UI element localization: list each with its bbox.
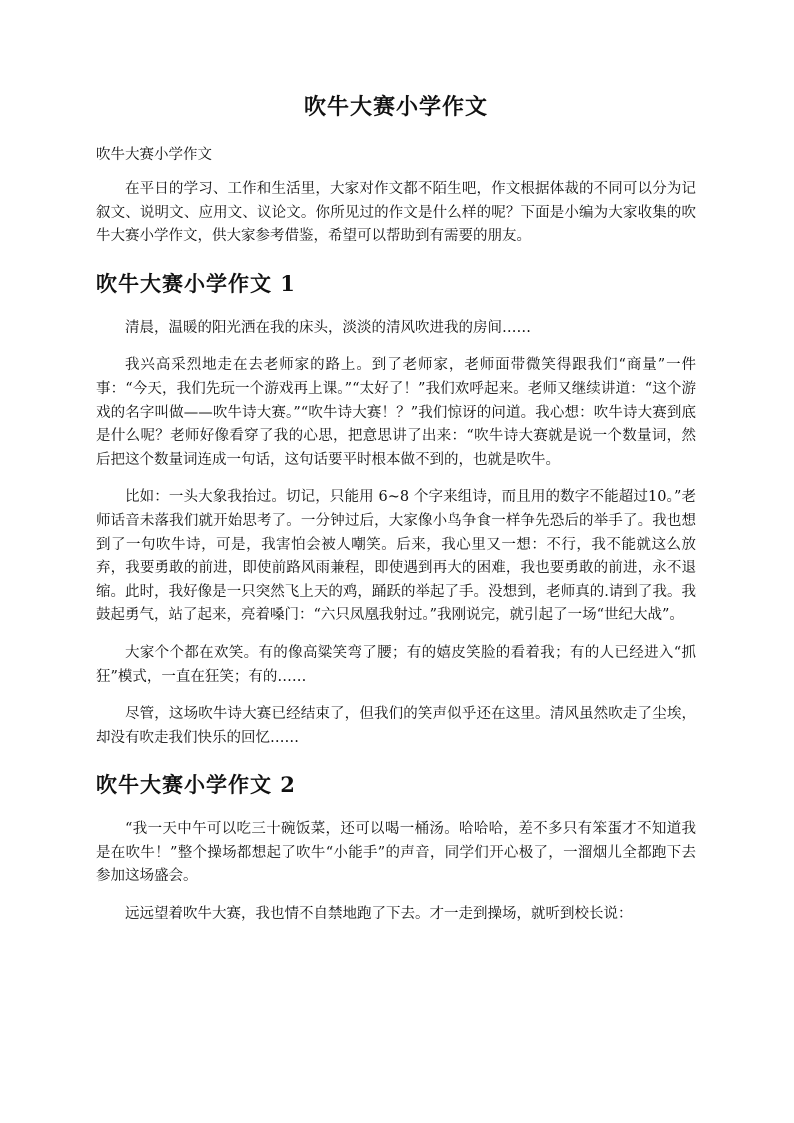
section-1-paragraph-1: 清晨，温暖的阳光洒在我的床头，淡淡的清风吹进我的房间……: [125, 319, 531, 336]
section-2-paragraph-1: “我一天中午可以吃三十碗饭菜，还可以喝一桶汤。哈哈哈，差不多只有笨蛋才不知道我是在吹牛！”整个操场都想起了吹牛“小能手”的声音，同学们开心极了，一溜烟儿全都跑下去参加这场盛会。: [96, 821, 696, 885]
section-1-paragraph-3: 比如：一头大象我抬过。切记，只能用 6~8 个字来组诗，而且用的数字不能超过10。”老师话音未落我们就开始思考了。一分钟过后，大家像小鸟争食一样争先恐后的举手了。我也想到了一句吹牛诗，可是，我害怕会被人嘲笑。后来，我心里又一想：不行，我不能就这么放弃，我要勇敢的前进，即使前路风雨兼程，即使遇到再大的困难，我也要勇敢的前进，永不退缩。此时，我好像是一只突然飞上天的鸡，踊跃的举起了手。没想到，老师真的.请到了我。我鼓起勇气，站了起来，亮着嗓门：“六只凤凰我射过。”我刚说完，就引起了一场“世纪大战”。: [96, 489, 696, 624]
section-1-heading: 吹牛大赛小学作文 1: [96, 270, 296, 296]
intro-paragraph: 在平日的学习、工作和生活里，大家对作文都不陌生吧，作文根据体裁的不同可以分为记叙文、说明文、应用文、议论文。你所见过的作文是什么样的呢？下面是小编为大家收集的吹牛大赛小学作文，供大家参考借鉴，希望可以帮助到有需要的朋友。: [96, 181, 696, 245]
document-subtitle: 吹牛大赛小学作文: [96, 147, 212, 163]
section-1-paragraph-2: 我兴高采烈地走在去老师家的路上。到了老师家，老师面带微笑得跟我们“商量”一件事：“今天，我们先玩一个游戏再上课。”“太好了！”我们欢呼起来。老师又继续讲道：“这个游戏的名字叫做——吹牛诗大赛。”“吹牛诗大赛！？”我们惊讶的问道。我心想：吹牛诗大赛到底是什么呢？老师好像看穿了我的心思，把意思讲了出来：“吹牛诗大赛就是说一个数量词，然后把这个数量词连成一句话，这句话要平时根本做不到的，也就是吹牛。: [96, 357, 696, 468]
section-1-paragraph-5: 尽管，这场吹牛诗大赛已经结束了，但我们的笑声似乎还在这里。清风虽然吹走了尘埃，却没有吹走我们快乐的回忆……: [96, 706, 696, 746]
section-2-paragraph-2: 远远望着吹牛大赛，我也情不自禁地跑了下去。才一走到操场，就听到校长说：: [125, 906, 633, 923]
document-page: [96, 92, 696, 941]
section-1-paragraph-4: 大家个个都在欢笑。有的像高粱笑弯了腰；有的嬉皮笑脸的看着我；有的人已经进入“抓狂”模式，一直在狂笑；有的……: [96, 644, 696, 685]
document-title: 吹牛大赛小学作文: [303, 94, 488, 120]
section-2-heading: 吹牛大赛小学作文 2: [96, 772, 296, 798]
